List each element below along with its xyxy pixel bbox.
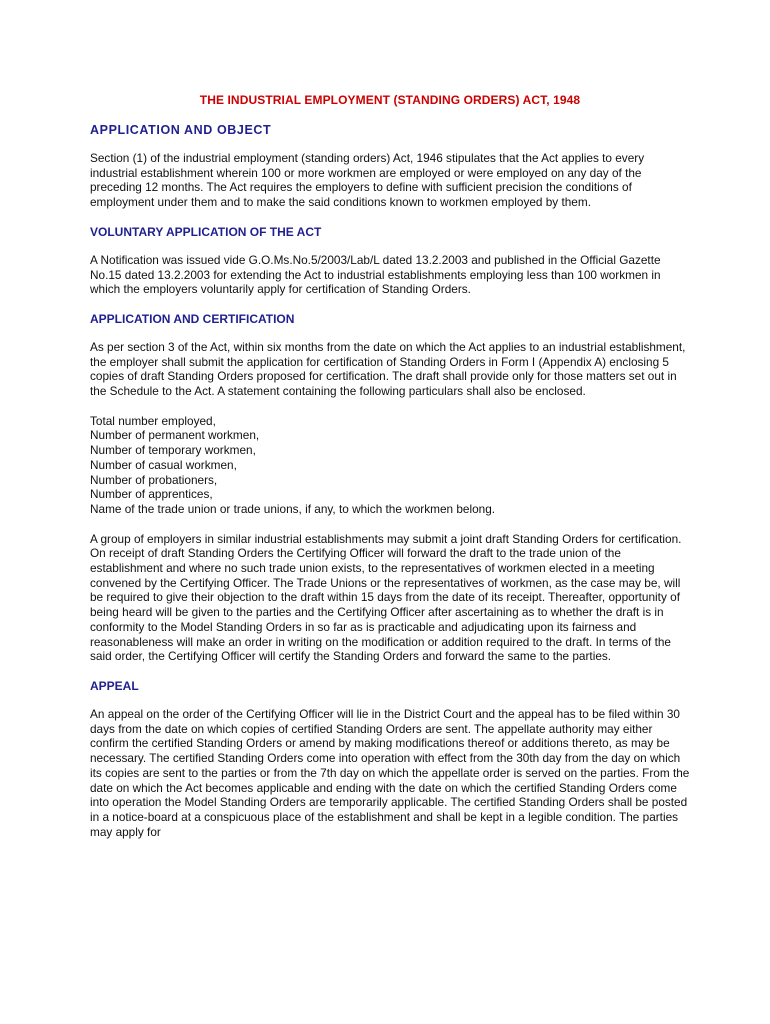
heading-voluntary-application: VOLUNTARY APPLICATION OF THE ACT xyxy=(90,224,322,239)
heading-application-object: APPLICATION AND OBJECT xyxy=(90,123,272,137)
list-item: Number of casual workmen, xyxy=(90,457,237,472)
list-item: Number of apprentices, xyxy=(90,487,213,502)
heading-application-certification: APPLICATION AND CERTIFICATION xyxy=(90,311,295,326)
list-item: Total number employed, xyxy=(90,413,216,428)
heading-appeal: APPEAL xyxy=(90,678,139,693)
list-item: Number of temporary workmen, xyxy=(90,443,256,458)
paragraph-appeal: An appeal on the order of the Certifying Officer will lie in the District Court and the appeal has to be filed within 30 days from the date on which copies of certified Standing Orders are sent. The appellate authority may either confirm the certified Standing Orders or amend by making modifications thereof or additions thereto, as may be necessary. The certified Standing Orders come into operation with effect from the 30th day from the day on which its copies are sent to the parties or from the 7th day on which the appellate order is served on the parties. From the date on which the Act becomes applicable and ending with the date on which the certified Standing Orders come into operation the Model Standing Orders are temporarily applicable. The certified Standing Orders shall be posted in a notice-board at a conspicuous place of the establishment and shall be kept in a legible condition. The parties may apply for xyxy=(90,706,690,839)
paragraph-application-certification-2: A group of employers in similar industrial establishments may submit a joint draft Standing Orders for certification. On receipt of draft Standing Orders the Certifying Officer will forward the draft to the trade union of the establishment and where no such trade union exists, to the representatives of workmen elected in a meeting convened by the Certifying Officer. The Trade Unions or the representatives of workmen, as the case may be, will be required to give their objection to the draft within 15 days from the date of its receipt. Thereafter, opportunity of being heard will be given to the parties and the Certifying Officer after ascertaining as to whether the draft is in conformity to the Model Standing Orders in so far as is practicable and adjudicating upon its fairness and reasonableness will make an order in writing on the modification or addition required to the draft. In terms of the said order, the Certifying Officer will certify the Standing Orders and forward the same to the parties. xyxy=(90,531,682,664)
paragraph-voluntary-application: A Notification was issued vide G.O.Ms.No.5/2003/Lab/L dated 13.2.2003 and published in the Official Gazette No.15 dated 13.2.2003 for extending the Act to industrial establishments employing less than 100 workmen in which the employers voluntarily apply for certification of Standing Orders. xyxy=(90,252,661,297)
paragraph-application-certification-1: As per section 3 of the Act, within six months from the date on which the Act applies to an industrial establishment, the employer shall submit the application for certification of Standing Orders in Form I (Appendix A) enclosing 5 copies of draft Standing Orders proposed for certification. The draft shall provide only for those matters set out in the Schedule to the Act. A statement containing the following particulars shall also be enclosed. xyxy=(90,339,686,399)
document-title: THE INDUSTRIAL EMPLOYMENT (STANDING ORDERS) ACT, 1948 xyxy=(199,93,581,107)
list-item: Number of permanent workmen, xyxy=(90,428,260,443)
list-item: Name of the trade union or trade unions, if any, to which the workmen belong. xyxy=(90,501,496,516)
document-page xyxy=(90,93,690,854)
particulars-list xyxy=(90,414,690,517)
paragraph-application-object: Section (1) of the industrial employment (standing orders) Act, 1946 stipulates that the Act applies to every industrial establishment wherein 100 or more workmen are employed or were employed on any day of the preceding 12 months. The Act requires the employers to define with sufficient precision the conditions of employment under them and to make the said conditions known to workmen employed by them. xyxy=(90,151,645,210)
list-item: Number of probationers, xyxy=(90,472,218,487)
